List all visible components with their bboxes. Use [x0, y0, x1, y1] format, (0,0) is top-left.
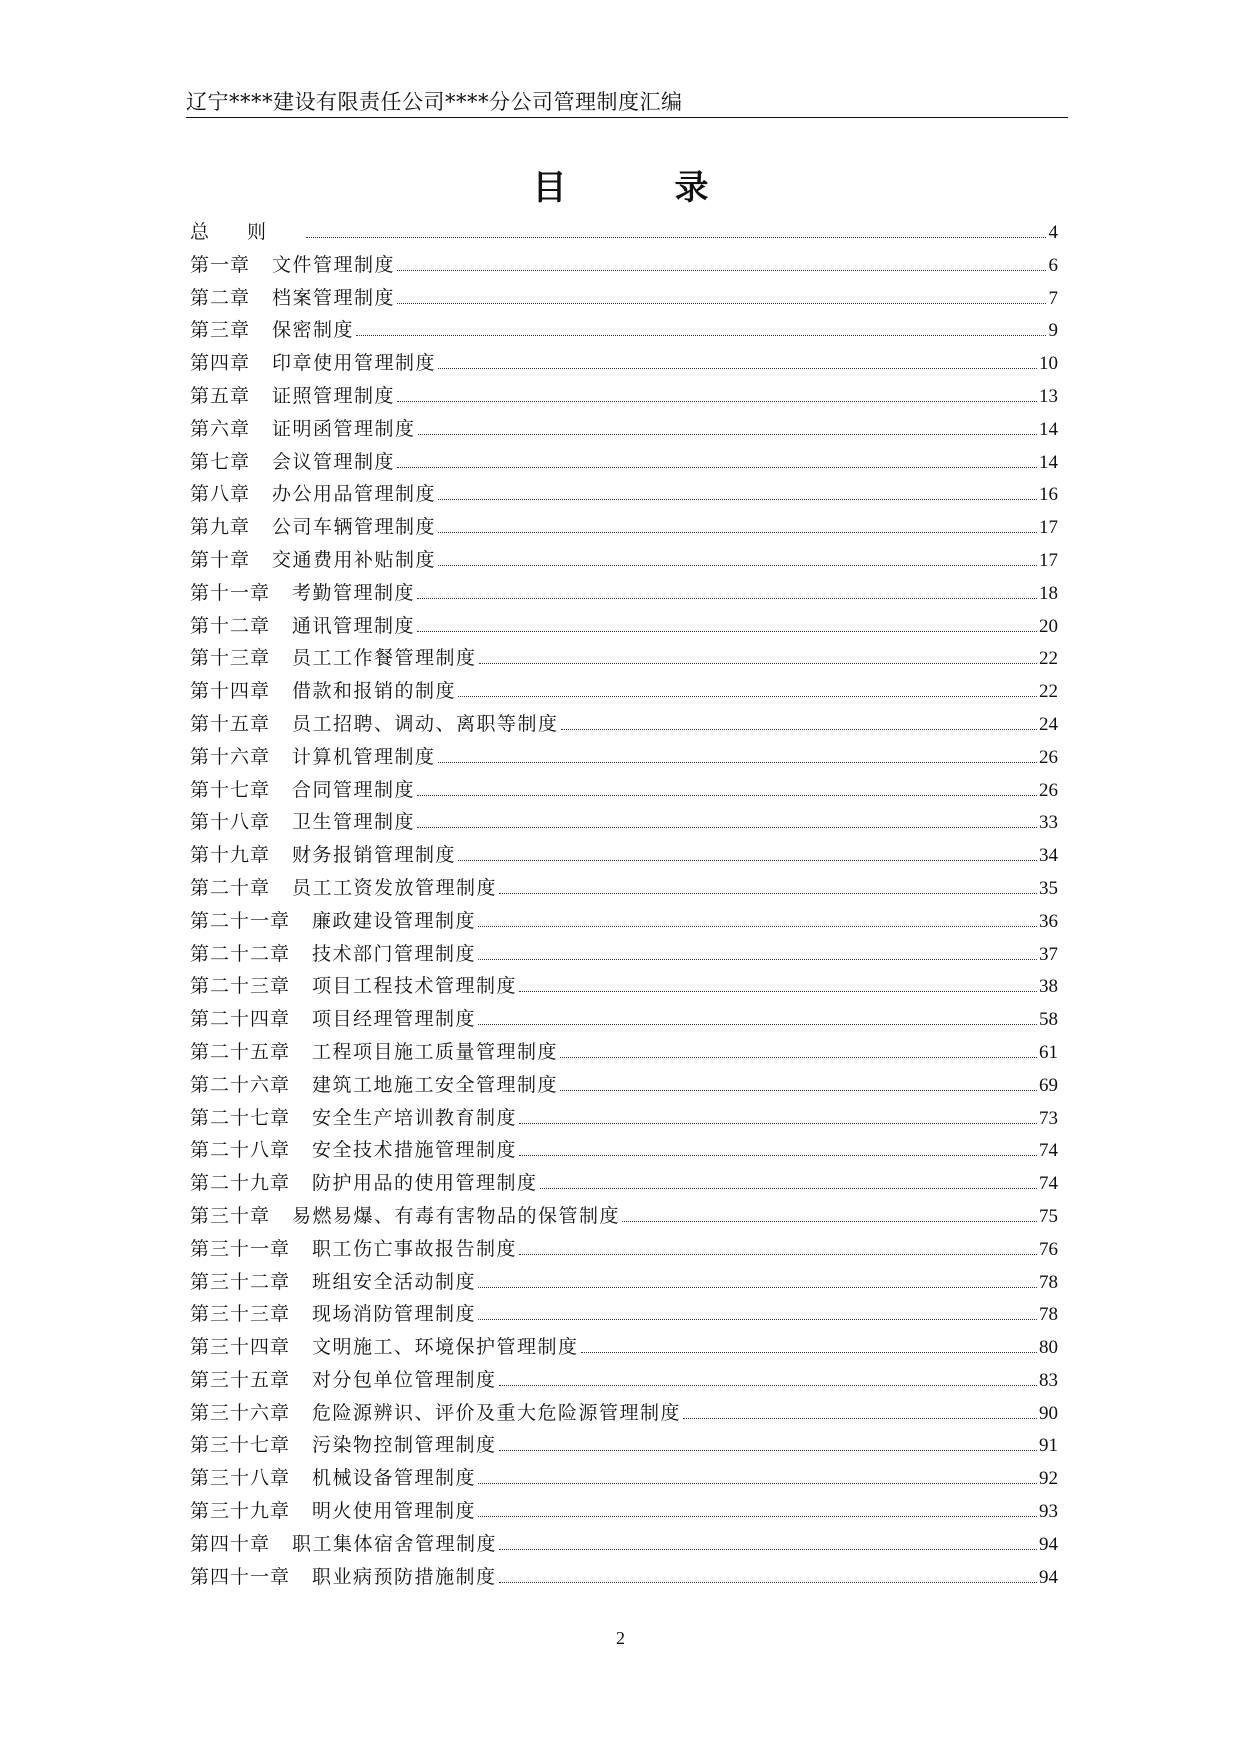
- toc-dot-leader: [560, 1057, 1037, 1058]
- toc-title: 目录: [532, 168, 817, 208]
- toc-chapter-number: 第四十一章: [190, 1565, 291, 1588]
- toc-dot-leader: [519, 1155, 1037, 1156]
- toc-chapter-number: 第二十三章: [190, 975, 291, 998]
- toc-chapter-title: 危险源辨识、评价及重大危险源管理制度: [312, 1401, 682, 1424]
- toc-chapter-number: 第十一章: [190, 581, 271, 604]
- toc-chapter-number: 第二十一章: [190, 909, 291, 932]
- toc-entry[interactable]: [190, 1528, 1058, 1561]
- toc-entry[interactable]: [190, 610, 1058, 643]
- toc-chapter-title: 员工工作餐管理制度: [292, 647, 477, 670]
- toc-chapter-number: 第八章: [190, 483, 251, 506]
- toc-page-number: 17: [1039, 517, 1058, 539]
- toc-chapter-title: 文明施工、环境保护管理制度: [312, 1336, 579, 1359]
- toc-entry[interactable]: [190, 1429, 1058, 1462]
- toc-chapter-number: 第一章: [190, 253, 251, 276]
- toc-entry[interactable]: [190, 1003, 1058, 1036]
- toc-page-number: 58: [1039, 1009, 1058, 1031]
- toc-entry[interactable]: [190, 938, 1058, 971]
- toc-chapter-title: 工程项目施工质量管理制度: [312, 1040, 559, 1063]
- toc-chapter-title: 办公用品管理制度: [272, 483, 437, 506]
- toc-chapter-number: 第二十四章: [190, 1008, 291, 1031]
- toc-entry[interactable]: [190, 347, 1058, 380]
- toc-dot-leader: [417, 795, 1037, 796]
- toc-chapter-number: 第十章: [190, 548, 251, 571]
- toc-dot-leader: [540, 1188, 1037, 1189]
- toc-entry[interactable]: [190, 1495, 1058, 1528]
- toc-dot-leader: [499, 1549, 1037, 1550]
- toc-chapter-number: 第七章: [190, 450, 251, 473]
- toc-chapter-number: 第二十六章: [190, 1073, 291, 1096]
- toc-dot-leader: [438, 565, 1037, 566]
- toc-page-number: 38: [1039, 976, 1058, 998]
- toc-entry[interactable]: [190, 511, 1058, 544]
- toc-dot-leader: [397, 467, 1037, 468]
- toc-entry[interactable]: [190, 314, 1058, 347]
- toc-chapter-number: 第三十五章: [190, 1368, 291, 1391]
- toc-dot-leader: [519, 1254, 1037, 1255]
- toc-chapter-number: 第三十四章: [190, 1336, 291, 1359]
- toc-dot-leader: [438, 499, 1037, 500]
- toc-dot-leader: [622, 1221, 1037, 1222]
- toc-chapter-title: 员工工资发放管理制度: [292, 876, 498, 899]
- toc-chapter-title: 职工集体宿舍管理制度: [292, 1532, 498, 1555]
- toc-page-number: 37: [1039, 943, 1058, 965]
- toc-page-number: 9: [1048, 320, 1058, 342]
- toc-chapter-number: 第二十八章: [190, 1139, 291, 1162]
- toc-chapter-number: 第二十二章: [190, 942, 291, 965]
- toc-dot-leader: [499, 1582, 1037, 1583]
- toc-chapter-number: 第四章: [190, 352, 251, 375]
- toc-chapter-title: 防护用品的使用管理制度: [312, 1172, 538, 1195]
- toc-chapter-number: 第五章: [190, 384, 251, 407]
- toc-dot-leader: [397, 401, 1037, 402]
- toc-dot-leader: [519, 1123, 1037, 1124]
- toc-entry[interactable]: [190, 1266, 1058, 1299]
- toc-entry[interactable]: [190, 1561, 1058, 1594]
- page-number: 2: [616, 1628, 625, 1648]
- toc-chapter-title: 文件管理制度: [272, 253, 396, 276]
- toc-chapter-number: 第十五章: [190, 712, 271, 735]
- toc-entry[interactable]: [190, 1298, 1058, 1331]
- toc-dot-leader: [478, 926, 1037, 927]
- page-header: 辽宁****建设有限责任公司****分公司管理制度汇编: [186, 90, 683, 114]
- toc-chapter-title: 廉政建设管理制度: [312, 909, 477, 932]
- toc-page-number: 74: [1039, 1173, 1058, 1195]
- toc-chapter-title: 保密制度: [272, 319, 355, 342]
- toc-dot-leader: [478, 1287, 1037, 1288]
- toc-chapter-number: 第三十三章: [190, 1303, 291, 1326]
- toc-chapter-title: 项目经理管理制度: [312, 1008, 477, 1031]
- toc-chapter-number: 第十三章: [190, 647, 271, 670]
- toc-page-number: 73: [1039, 1107, 1058, 1129]
- toc-entry[interactable]: [190, 675, 1058, 708]
- toc-entry[interactable]: [190, 1462, 1058, 1495]
- toc-dot-leader: [417, 827, 1037, 828]
- toc-page-number: 13: [1039, 385, 1058, 407]
- toc-page-number: 80: [1039, 1337, 1058, 1359]
- toc-chapter-title: 建筑工地施工安全管理制度: [312, 1073, 559, 1096]
- toc-chapter-number: 第二十五章: [190, 1040, 291, 1063]
- toc-entry[interactable]: [190, 1397, 1058, 1430]
- toc-entry[interactable]: [190, 1167, 1058, 1200]
- toc-entry[interactable]: [190, 544, 1058, 577]
- toc-page-number: 35: [1039, 877, 1058, 899]
- toc-dot-leader: [397, 270, 1046, 271]
- toc-entry[interactable]: [190, 216, 1058, 249]
- toc-chapter-number: 第三十二章: [190, 1270, 291, 1293]
- toc-entry[interactable]: [190, 1200, 1058, 1233]
- toc-dot-leader: [581, 1352, 1037, 1353]
- toc-chapter-number: 第十八章: [190, 811, 271, 834]
- toc-page-number: 14: [1039, 451, 1058, 473]
- toc-dot-leader: [356, 335, 1046, 336]
- toc-chapter-number: 第十六章: [190, 745, 271, 768]
- toc-page-number: 18: [1039, 582, 1058, 604]
- toc-dot-leader: [418, 434, 1037, 435]
- toc-page-number: 61: [1039, 1041, 1058, 1063]
- toc-page-number: 90: [1039, 1402, 1058, 1424]
- toc-page-number: 91: [1039, 1435, 1058, 1457]
- toc-dot-leader: [417, 631, 1037, 632]
- toc-page-number: 16: [1039, 484, 1058, 506]
- toc-chapter-title: 员工招聘、调动、离职等制度: [292, 712, 559, 735]
- toc-entry[interactable]: [190, 249, 1058, 282]
- toc-chapter-number: 第十七章: [190, 778, 271, 801]
- toc-chapter-title: 项目工程技术管理制度: [312, 975, 518, 998]
- toc-chapter-number: 第十二章: [190, 614, 271, 637]
- toc-page-number: 26: [1039, 779, 1058, 801]
- toc-dot-leader: [499, 1450, 1037, 1451]
- toc-chapter-title: 技术部门管理制度: [312, 942, 477, 965]
- toc-chapter-number: 第三章: [190, 319, 251, 342]
- toc-entry[interactable]: [190, 872, 1058, 905]
- toc-dot-leader: [499, 893, 1037, 894]
- toc-page-number: 74: [1039, 1140, 1058, 1162]
- toc-dot-leader: [478, 1483, 1037, 1484]
- toc-chapter-title: 印章使用管理制度: [272, 352, 437, 375]
- toc-dot-leader: [519, 991, 1037, 992]
- toc-page-number: 94: [1039, 1566, 1058, 1588]
- toc-page-number: 75: [1039, 1205, 1058, 1227]
- toc-dot-leader: [306, 237, 1046, 238]
- toc-entry[interactable]: [190, 446, 1058, 479]
- toc-entry[interactable]: [190, 413, 1058, 446]
- toc-chapter-title: 合同管理制度: [292, 778, 416, 801]
- toc-page-number: 93: [1039, 1501, 1058, 1523]
- toc-chapter-title: 借款和报销的制度: [292, 680, 457, 703]
- toc-chapter-number: 第二章: [190, 286, 251, 309]
- toc-page-number: 20: [1039, 615, 1058, 637]
- toc-chapter-number: 第二十七章: [190, 1106, 291, 1129]
- toc-dot-leader: [438, 368, 1037, 369]
- toc-chapter-number: 第三十六章: [190, 1401, 291, 1424]
- toc-page-number: 7: [1048, 287, 1058, 309]
- toc-dot-leader: [478, 1319, 1037, 1320]
- toc-chapter-title: 卫生管理制度: [292, 811, 416, 834]
- toc-chapter-number: 总则: [190, 221, 305, 243]
- toc-chapter-title: 计算机管理制度: [292, 745, 436, 768]
- toc-page-number: 22: [1039, 648, 1058, 670]
- toc-page-number: 26: [1039, 746, 1058, 768]
- toc-entry[interactable]: [190, 708, 1058, 741]
- toc-dot-leader: [478, 959, 1037, 960]
- toc-dot-leader: [683, 1418, 1037, 1419]
- toc-entry[interactable]: [190, 741, 1058, 774]
- toc-chapter-number: 第九章: [190, 516, 251, 539]
- toc-chapter-title: 易燃易爆、有毒有害物品的保管制度: [292, 1204, 621, 1227]
- toc-chapter-title: 证明函管理制度: [272, 417, 416, 440]
- toc-chapter-title: 现场消防管理制度: [312, 1303, 477, 1326]
- toc-dot-leader: [438, 532, 1037, 533]
- toc-dot-leader: [458, 860, 1037, 861]
- toc-page-number: 76: [1039, 1238, 1058, 1260]
- toc-dot-leader: [397, 303, 1046, 304]
- toc-entry[interactable]: [190, 774, 1058, 807]
- toc-page-number: 33: [1039, 812, 1058, 834]
- toc-dot-leader: [438, 762, 1037, 763]
- toc-chapter-number: 第六章: [190, 417, 251, 440]
- toc-chapter-title: 安全技术措施管理制度: [312, 1139, 518, 1162]
- toc-chapter-title: 档案管理制度: [272, 286, 396, 309]
- toc-page-number: 6: [1048, 254, 1058, 276]
- toc-entry[interactable]: [190, 1036, 1058, 1069]
- toc-chapter-number: 第二十章: [190, 876, 271, 899]
- toc-page-number: 4: [1048, 222, 1058, 243]
- toc-page-number: 94: [1039, 1533, 1058, 1555]
- toc-chapter-title: 污染物控制管理制度: [312, 1434, 497, 1457]
- toc-entry[interactable]: [190, 806, 1058, 839]
- toc-entry[interactable]: [190, 380, 1058, 413]
- toc-entry[interactable]: [190, 1331, 1058, 1364]
- toc-chapter-title: 机械设备管理制度: [312, 1467, 477, 1490]
- toc-chapter-number: 第三十八章: [190, 1467, 291, 1490]
- toc-chapter-title: 对分包单位管理制度: [312, 1368, 497, 1391]
- toc-chapter-title: 通讯管理制度: [292, 614, 416, 637]
- toc-chapter-number: 第三十一章: [190, 1237, 291, 1260]
- toc-page-number: 10: [1039, 353, 1058, 375]
- toc-chapter-title: 明火使用管理制度: [312, 1500, 477, 1523]
- toc-page-number: 17: [1039, 549, 1058, 571]
- toc-chapter-title: 职业病预防措施制度: [312, 1565, 497, 1588]
- toc-entry[interactable]: [190, 905, 1058, 938]
- toc-page-number: 83: [1039, 1369, 1058, 1391]
- toc-entry[interactable]: [190, 1102, 1058, 1135]
- toc-dot-leader: [478, 1024, 1037, 1025]
- toc-dot-leader: [478, 1516, 1037, 1517]
- toc-page-number: 34: [1039, 845, 1058, 867]
- toc-entry[interactable]: [190, 642, 1058, 675]
- toc-chapter-number: 第三十七章: [190, 1434, 291, 1457]
- toc-page-number: 24: [1039, 713, 1058, 735]
- toc-entry[interactable]: [190, 1364, 1058, 1397]
- toc-entry[interactable]: [190, 1134, 1058, 1167]
- toc-chapter-title: 会议管理制度: [272, 450, 396, 473]
- header-rule: [186, 117, 1068, 118]
- toc-dot-leader: [499, 1385, 1037, 1386]
- toc-chapter-number: 第三十章: [190, 1204, 271, 1227]
- toc-entry[interactable]: [190, 478, 1058, 511]
- toc-page-number: 69: [1039, 1074, 1058, 1096]
- toc-dot-leader: [458, 696, 1037, 697]
- toc-entry[interactable]: [190, 282, 1058, 315]
- toc-chapter-number: 第十四章: [190, 680, 271, 703]
- toc-chapter-title: 安全生产培训教育制度: [312, 1106, 518, 1129]
- toc-chapter-title: 证照管理制度: [272, 384, 396, 407]
- toc-page-number: 14: [1039, 418, 1058, 440]
- toc-page-number: 92: [1039, 1468, 1058, 1490]
- toc-chapter-number: 第二十九章: [190, 1172, 291, 1195]
- toc-dot-leader: [560, 1090, 1037, 1091]
- toc-chapter-title: 公司车辆管理制度: [272, 516, 437, 539]
- toc-page-number: 78: [1039, 1271, 1058, 1293]
- toc-entry[interactable]: [190, 970, 1058, 1003]
- toc-entry[interactable]: [190, 839, 1058, 872]
- toc-chapter-number: 第三十九章: [190, 1500, 291, 1523]
- toc-entry[interactable]: [190, 1069, 1058, 1102]
- toc-chapter-title: 职工伤亡事故报告制度: [312, 1237, 518, 1260]
- toc-dot-leader: [417, 598, 1037, 599]
- toc-entry[interactable]: [190, 577, 1058, 610]
- toc-chapter-title: 班组安全活动制度: [312, 1270, 477, 1293]
- toc-dot-leader: [561, 729, 1037, 730]
- toc-page-number: 78: [1039, 1304, 1058, 1326]
- toc-chapter-title: 交通费用补贴制度: [272, 548, 437, 571]
- toc-chapter-title: 考勤管理制度: [292, 581, 416, 604]
- toc-page-number: 22: [1039, 681, 1058, 703]
- toc-chapter-title: 财务报销管理制度: [292, 844, 457, 867]
- toc-chapter-number: 第十九章: [190, 844, 271, 867]
- toc-entry[interactable]: [190, 1233, 1058, 1266]
- toc-dot-leader: [479, 663, 1037, 664]
- toc-page-number: 36: [1039, 910, 1058, 932]
- toc-chapter-number: 第四十章: [190, 1532, 271, 1555]
- toc-list: [190, 216, 1058, 1593]
